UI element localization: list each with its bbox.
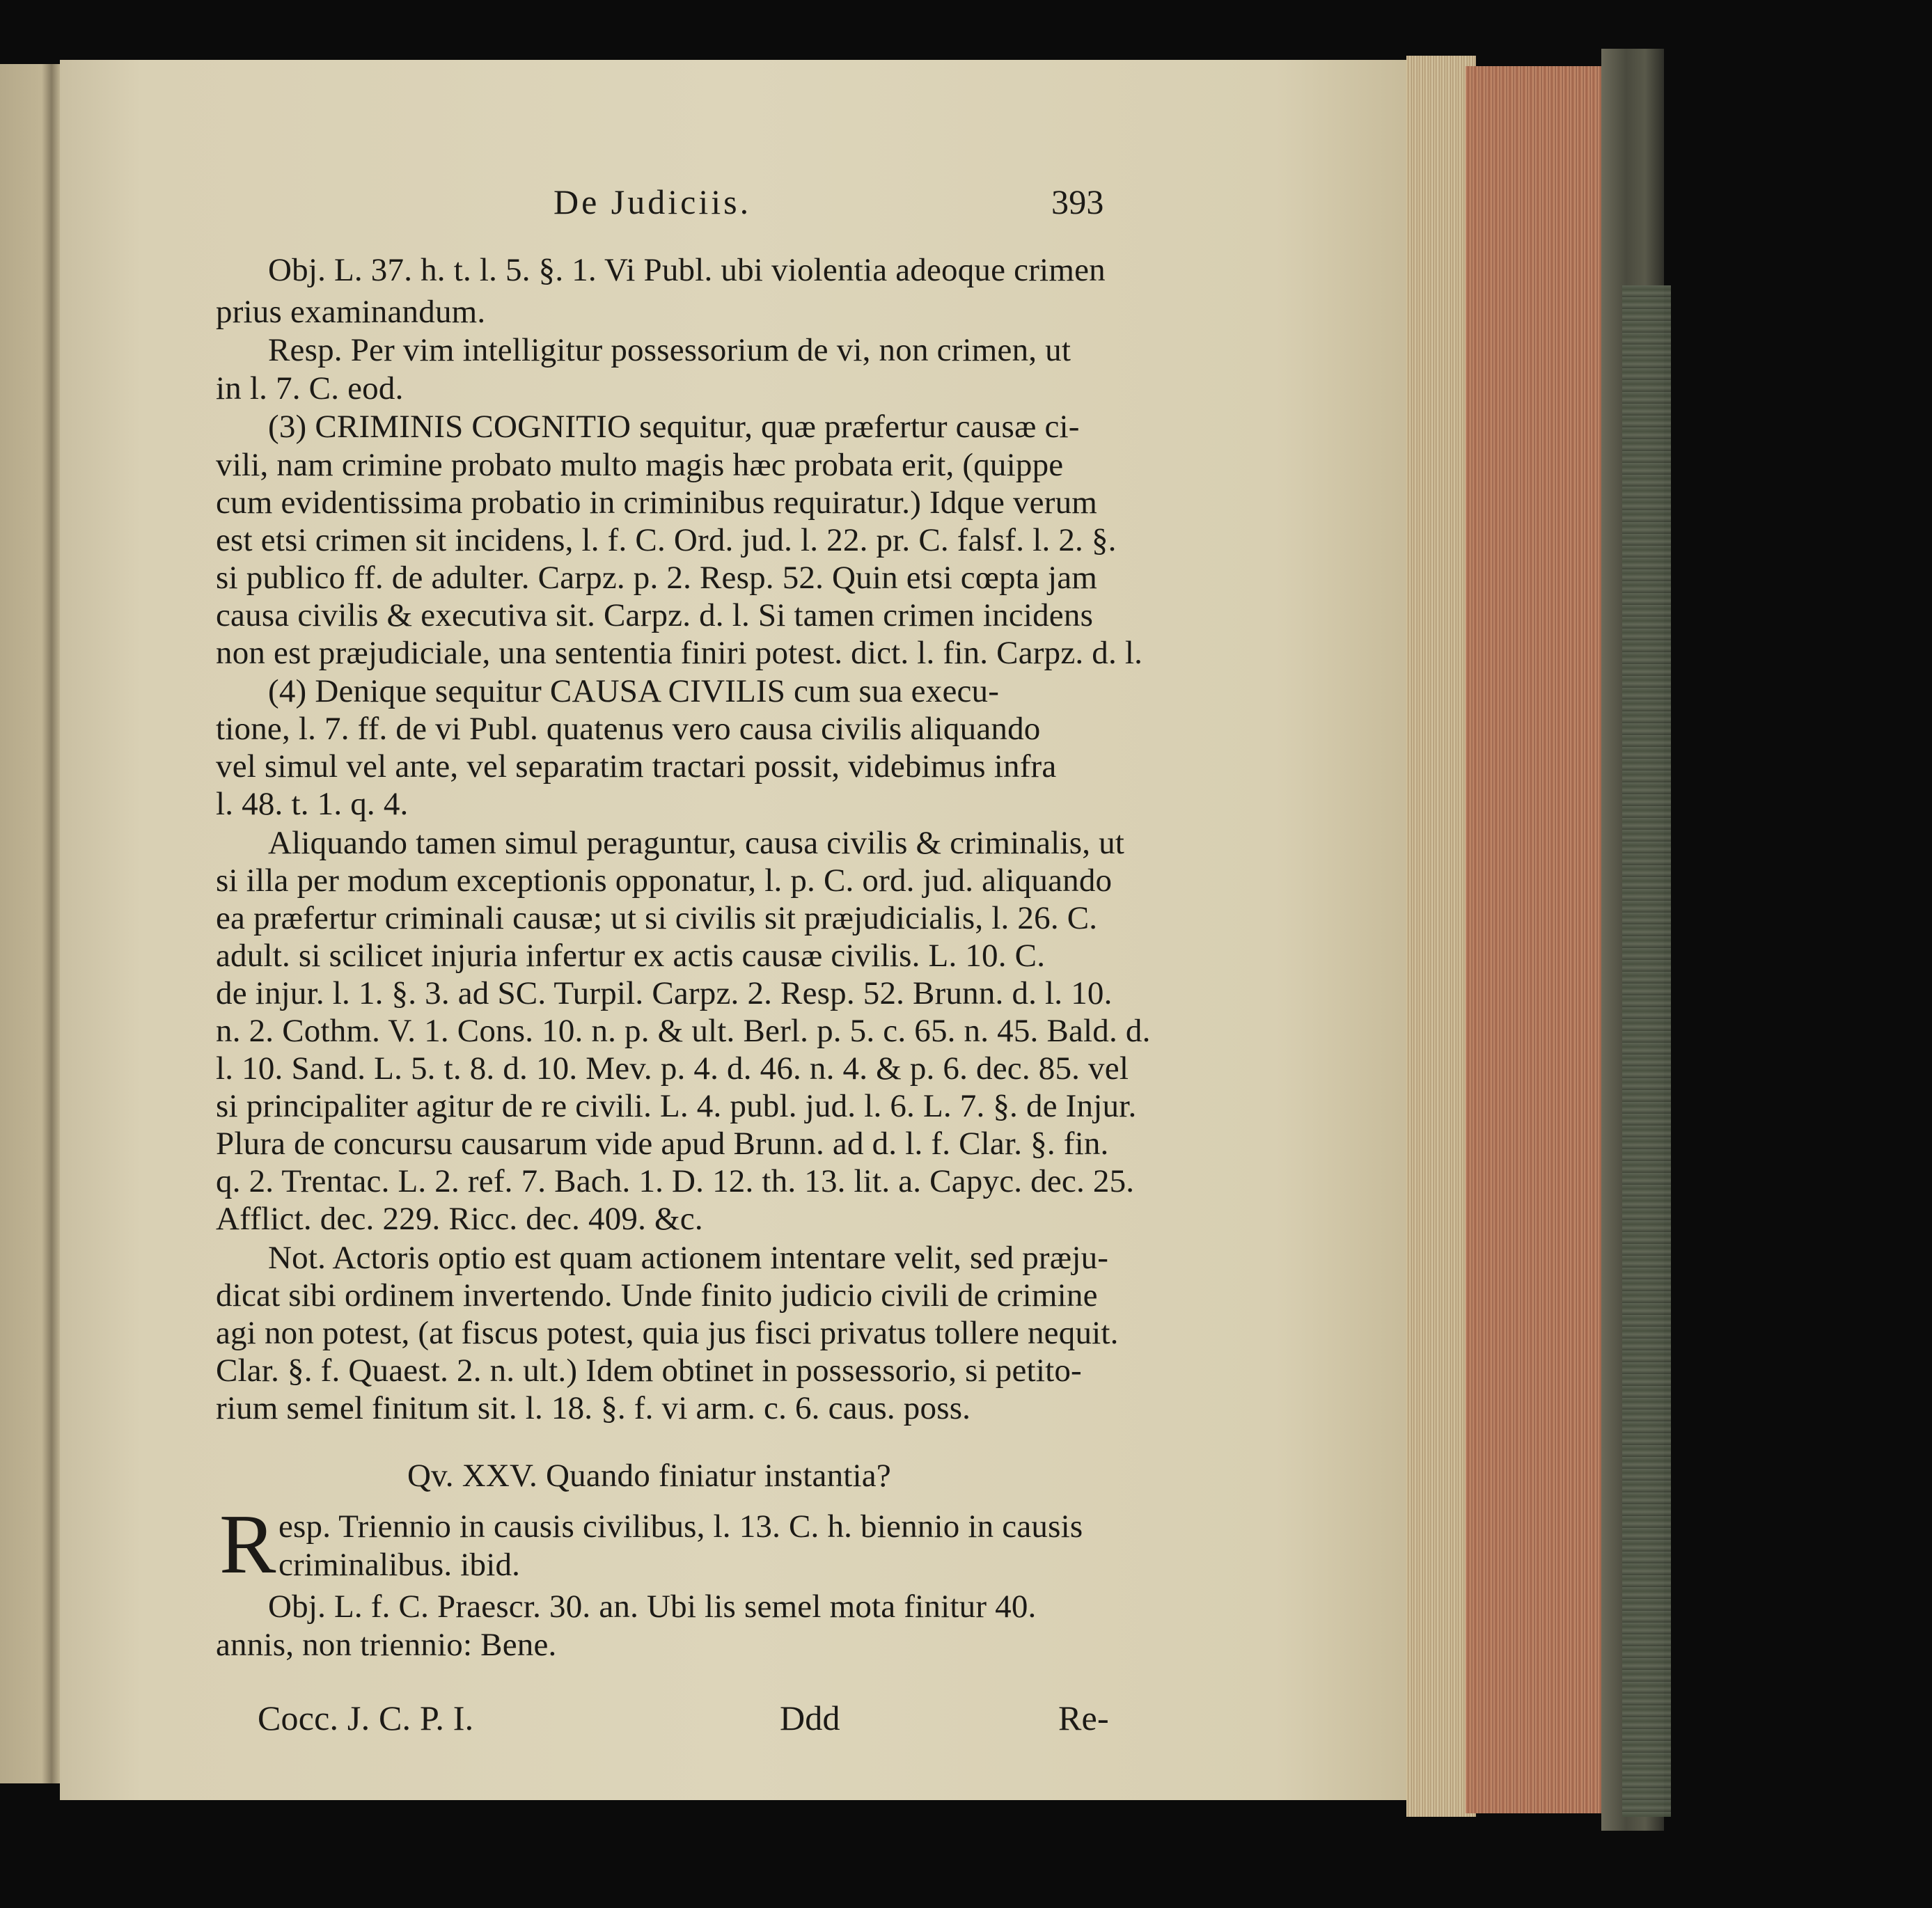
running-header: De Judiciis. <box>553 182 752 221</box>
text-line: cum evidentissima probatio in criminibus requiratur.) Idque verum <box>216 484 1098 521</box>
text-line: Not. Actoris optio est quam actionem intentare velit, sed præju- <box>268 1240 1109 1276</box>
text-line: in l. 7. C. eod. <box>216 370 404 407</box>
text-line: agi non potest, (at fiscus potest, quia jus fisci privatus tollere nequit. <box>216 1315 1119 1351</box>
text-line: si illa per modum exceptionis opponatur, l. p. C. ord. jud. aliquando <box>216 862 1113 899</box>
page-number: 393 <box>1051 182 1104 221</box>
text-line: si principaliter agitur de re civili. L. 4. publ. jud. l. 6. L. 7. §. de Injur. <box>216 1088 1137 1124</box>
text-line: annis, non triennio: Bene. <box>216 1627 557 1663</box>
signature-mark: Cocc. J. C. P. I. <box>258 1698 474 1737</box>
text-line: dicat sibi ordinem invertendo. Unde finito judicio civili de crimine <box>216 1277 1098 1314</box>
text-line: (3) CRIMINIS COGNITIO sequitur, quæ præfertur causæ ci- <box>268 409 1080 445</box>
text-line: q. 2. Trentac. L. 2. ref. 7. Bach. 1. D. 12. th. 13. lit. a. Capyc. dec. 25. <box>216 1163 1135 1199</box>
text-line: vili, nam crimine probato multo magis hæc probata erit, (quippe <box>216 447 1064 483</box>
gathering-mark: Ddd <box>780 1698 840 1737</box>
text-line: ea præfertur criminali causæ; ut si civilis sit præjudicialis, l. 26. C. <box>216 900 1098 936</box>
text-line: de injur. l. 1. §. 3. ad SC. Turpil. Carpz. 2. Resp. 52. Brunn. d. l. 10. <box>216 975 1113 1011</box>
text-line: tione, l. 7. ff. de vi Publ. quatenus vero causa civilis aliquando <box>216 711 1041 747</box>
text-line: adult. si scilicet injuria infertur ex actis causæ civilis. L. 10. C. <box>216 938 1046 974</box>
text-line: si publico ff. de adulter. Carpz. p. 2. Resp. 52. Quin etsi cœpta jam <box>216 560 1098 596</box>
text-line: l. 10. Sand. L. 5. t. 8. d. 10. Mev. p. 4. d. 46. n. 4. & p. 6. dec. 85. vel <box>216 1050 1129 1087</box>
text-line: Obj. L. f. C. Praescr. 30. an. Ubi lis semel mota finitur 40. <box>268 1588 1037 1625</box>
text-line: (4) Denique sequitur CAUSA CIVILIS cum sua execu- <box>268 673 1000 709</box>
text-line: Obj. L. 37. h. t. l. 5. §. 1. Vi Publ. ubi violentia adeoque crimen <box>268 252 1106 288</box>
text-line: causa civilis & executiva sit. Carpz. d. l. Si tamen crimen incidens <box>216 597 1094 633</box>
text-line: prius examinandum. <box>216 294 486 330</box>
catchword: Re- <box>1058 1698 1109 1737</box>
text-line: Aliquando tamen simul peraguntur, causa civilis & criminalis, ut <box>268 825 1125 861</box>
text-line: Plura de concursu causarum vide apud Brunn. ad d. l. f. Clar. §. fin. <box>216 1126 1109 1162</box>
text-line: Afflict. dec. 229. Ricc. dec. 409. &c. <box>216 1201 703 1237</box>
text-line: esp. Triennio in causis civilibus, l. 13. C. h. biennio in causis <box>278 1508 1083 1545</box>
text-line: est etsi crimen sit incidens, l. f. C. Ord. jud. l. 22. pr. C. falsf. l. 2. §. <box>216 522 1117 558</box>
drop-cap: R <box>219 1497 276 1591</box>
text-line: vel simul vel ante, vel separatim tractari possit, videbimus infra <box>216 748 1057 785</box>
text-line: Resp. Per vim intelligitur possessorium de vi, non crimen, ut <box>268 332 1071 368</box>
text-line: Clar. §. f. Quaest. 2. n. ult.) Idem obtinet in possessorio, si petito- <box>216 1353 1082 1389</box>
question-heading: Qv. XXV. Quando finiatur instantia? <box>407 1458 891 1494</box>
text-line: criminalibus. ibid. <box>278 1547 521 1583</box>
text-line: n. 2. Cothm. V. 1. Cons. 10. n. p. & ult. Berl. p. 5. c. 65. n. 45. Bald. d. <box>216 1013 1151 1049</box>
text-line: l. 48. t. 1. q. 4. <box>216 786 409 822</box>
text-line: non est præjudiciale, una sententia finiri potest. dict. l. fin. Carpz. d. l. <box>216 635 1143 671</box>
text-line: rium semel finitum sit. l. 18. §. f. vi arm. c. 6. caus. poss. <box>216 1390 971 1426</box>
